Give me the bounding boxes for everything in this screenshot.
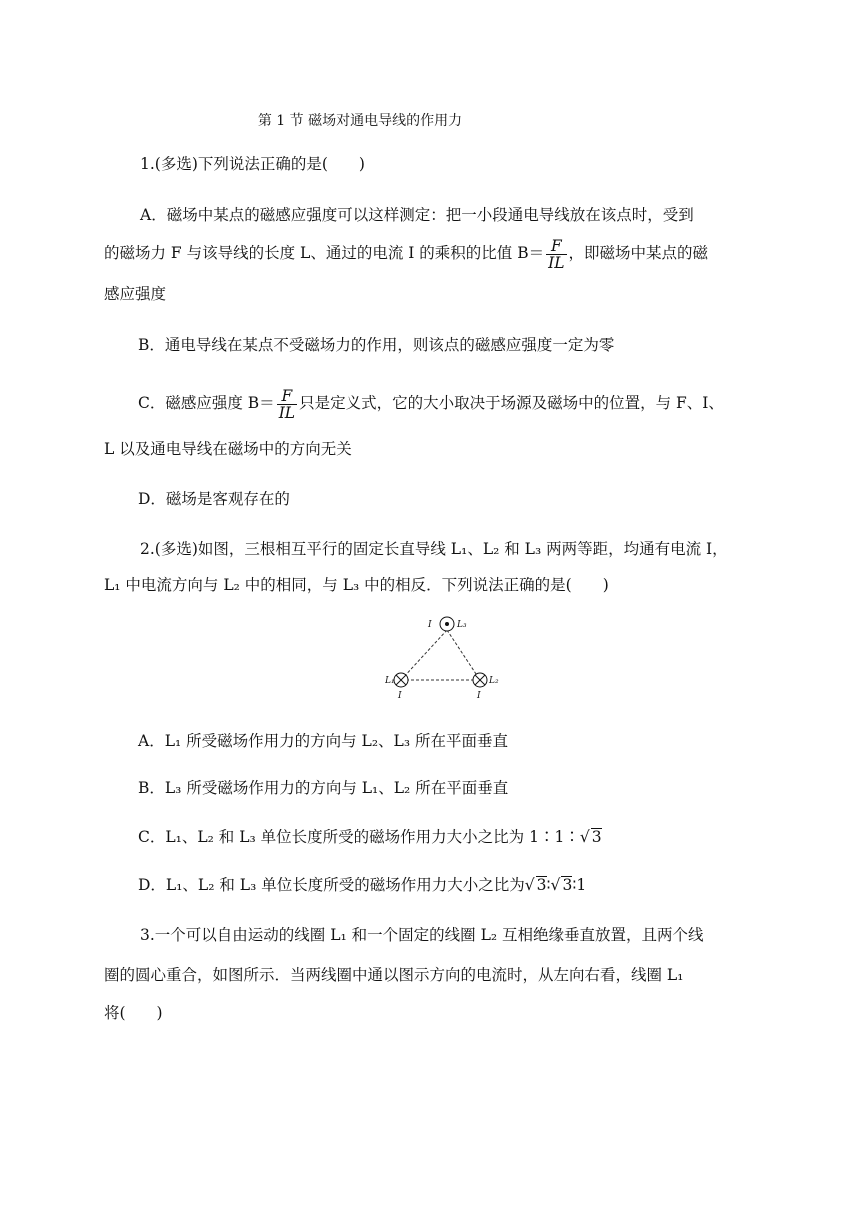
label-left-current: I — [398, 691, 402, 701]
q1-option-a-line3: 感应强度 — [104, 285, 167, 303]
label-l2: L₂ — [489, 676, 499, 686]
sqrt-symbol-1: √ — [524, 876, 535, 894]
wire-l3-out-icon — [440, 617, 454, 631]
q3-stem-line3: 将( ) — [104, 1004, 163, 1022]
q1-option-c-line1 — [138, 384, 760, 422]
q1-option-d: D．磁场是客观存在的 — [138, 490, 290, 508]
q1-option-a-line2 — [104, 234, 760, 272]
q2-option-b: B．L₃ 所受磁场作用力的方向与 L₁、L₂ 所在平面垂直 — [138, 779, 509, 797]
q2-option-c-text: C．L₁、L₂ 和 L₃ 单位长度所受的磁场作用力大小之比为 1∶1∶ — [138, 828, 580, 846]
q1-option-a-text: 的磁场力 F 与该导线的长度 L、通过的电流 I 的乘积的比值 B＝ — [104, 244, 545, 262]
q1-option-b: B．通电导线在某点不受磁场力的作用，则该点的磁感应强度一定为零 — [138, 336, 615, 354]
q2-option-c — [138, 818, 760, 856]
q2-option-d — [138, 866, 760, 904]
label-right-current: I — [477, 691, 481, 701]
q1-option-c-text-end: 只是定义式，它的大小取决于场源及磁场中的位置，与 F、I、 — [299, 394, 724, 412]
label-top-current: I — [428, 620, 432, 630]
label-l1: L₁ — [385, 676, 395, 686]
q2-option-d-text: D．L₁、L₂ 和 L₃ 单位长度所受的磁场作用力大小之比为 — [138, 876, 525, 894]
sqrt-value-1: 3 — [536, 876, 547, 894]
q1-option-c-line2: L 以及通电导线在磁场中的方向无关 — [104, 440, 352, 458]
q3-stem-line1: 3.一个可以自由运动的线圈 L₁ 和一个固定的线圈 L₂ 互相绝缘垂直放置，且两个线 — [140, 926, 704, 944]
sqrt-symbol: √ — [579, 828, 590, 846]
q1-option-a-text-end: ，即磁场中某点的磁 — [568, 244, 709, 262]
label-l3: L₃ — [457, 620, 467, 630]
q1-option-c-text: C．磁感应强度 B＝ — [138, 394, 275, 412]
wire-l2-in-icon — [473, 673, 487, 687]
sqrt-value: 3 — [591, 828, 602, 846]
sqrt-symbol-2: √ — [550, 876, 561, 894]
triangle-diagram — [385, 612, 505, 702]
q2-option-d-end: ∶1 — [572, 876, 587, 894]
section-title: 第 1 节 磁场对通电导线的作用力 — [257, 113, 463, 129]
ratio-colon: ∶ — [546, 876, 551, 894]
q2-stem-line2: L₁ 中电流方向与 L₂ 中的相同，与 L₃ 中的相反．下列说法正确的是( ) — [104, 576, 609, 594]
q2-option-a: A．L₁ 所受磁场作用力的方向与 L₂、L₃ 所在平面垂直 — [138, 732, 508, 750]
q1-option-a-line1: A．磁场中某点的磁感应强度可以这样测定：把一小段通电导线放在该点时，受到 — [140, 206, 694, 224]
fraction-f-over-il: $\frac{F}{IL}$ — [548, 236, 565, 272]
q2-stem-line1: 2.(多选)如图，三根相互平行的固定长直导线 L₁、L₂ 和 L₃ 两两等距，均通有电流 I， — [140, 540, 728, 558]
fraction-f-over-il-2: $\frac{F}{IL}$ — [278, 386, 296, 422]
sqrt-value-2: 3 — [562, 876, 573, 894]
three-wires-figure — [385, 612, 505, 702]
q1-stem: 1.(多选)下列说法正确的是( ) — [140, 155, 365, 173]
q3-stem-line2: 圈的圆心重合，如图所示．当两线圈中通以图示方向的电流时，从左向右看，线圈 L₁ — [104, 966, 684, 984]
wire-l1-in-icon — [394, 673, 408, 687]
